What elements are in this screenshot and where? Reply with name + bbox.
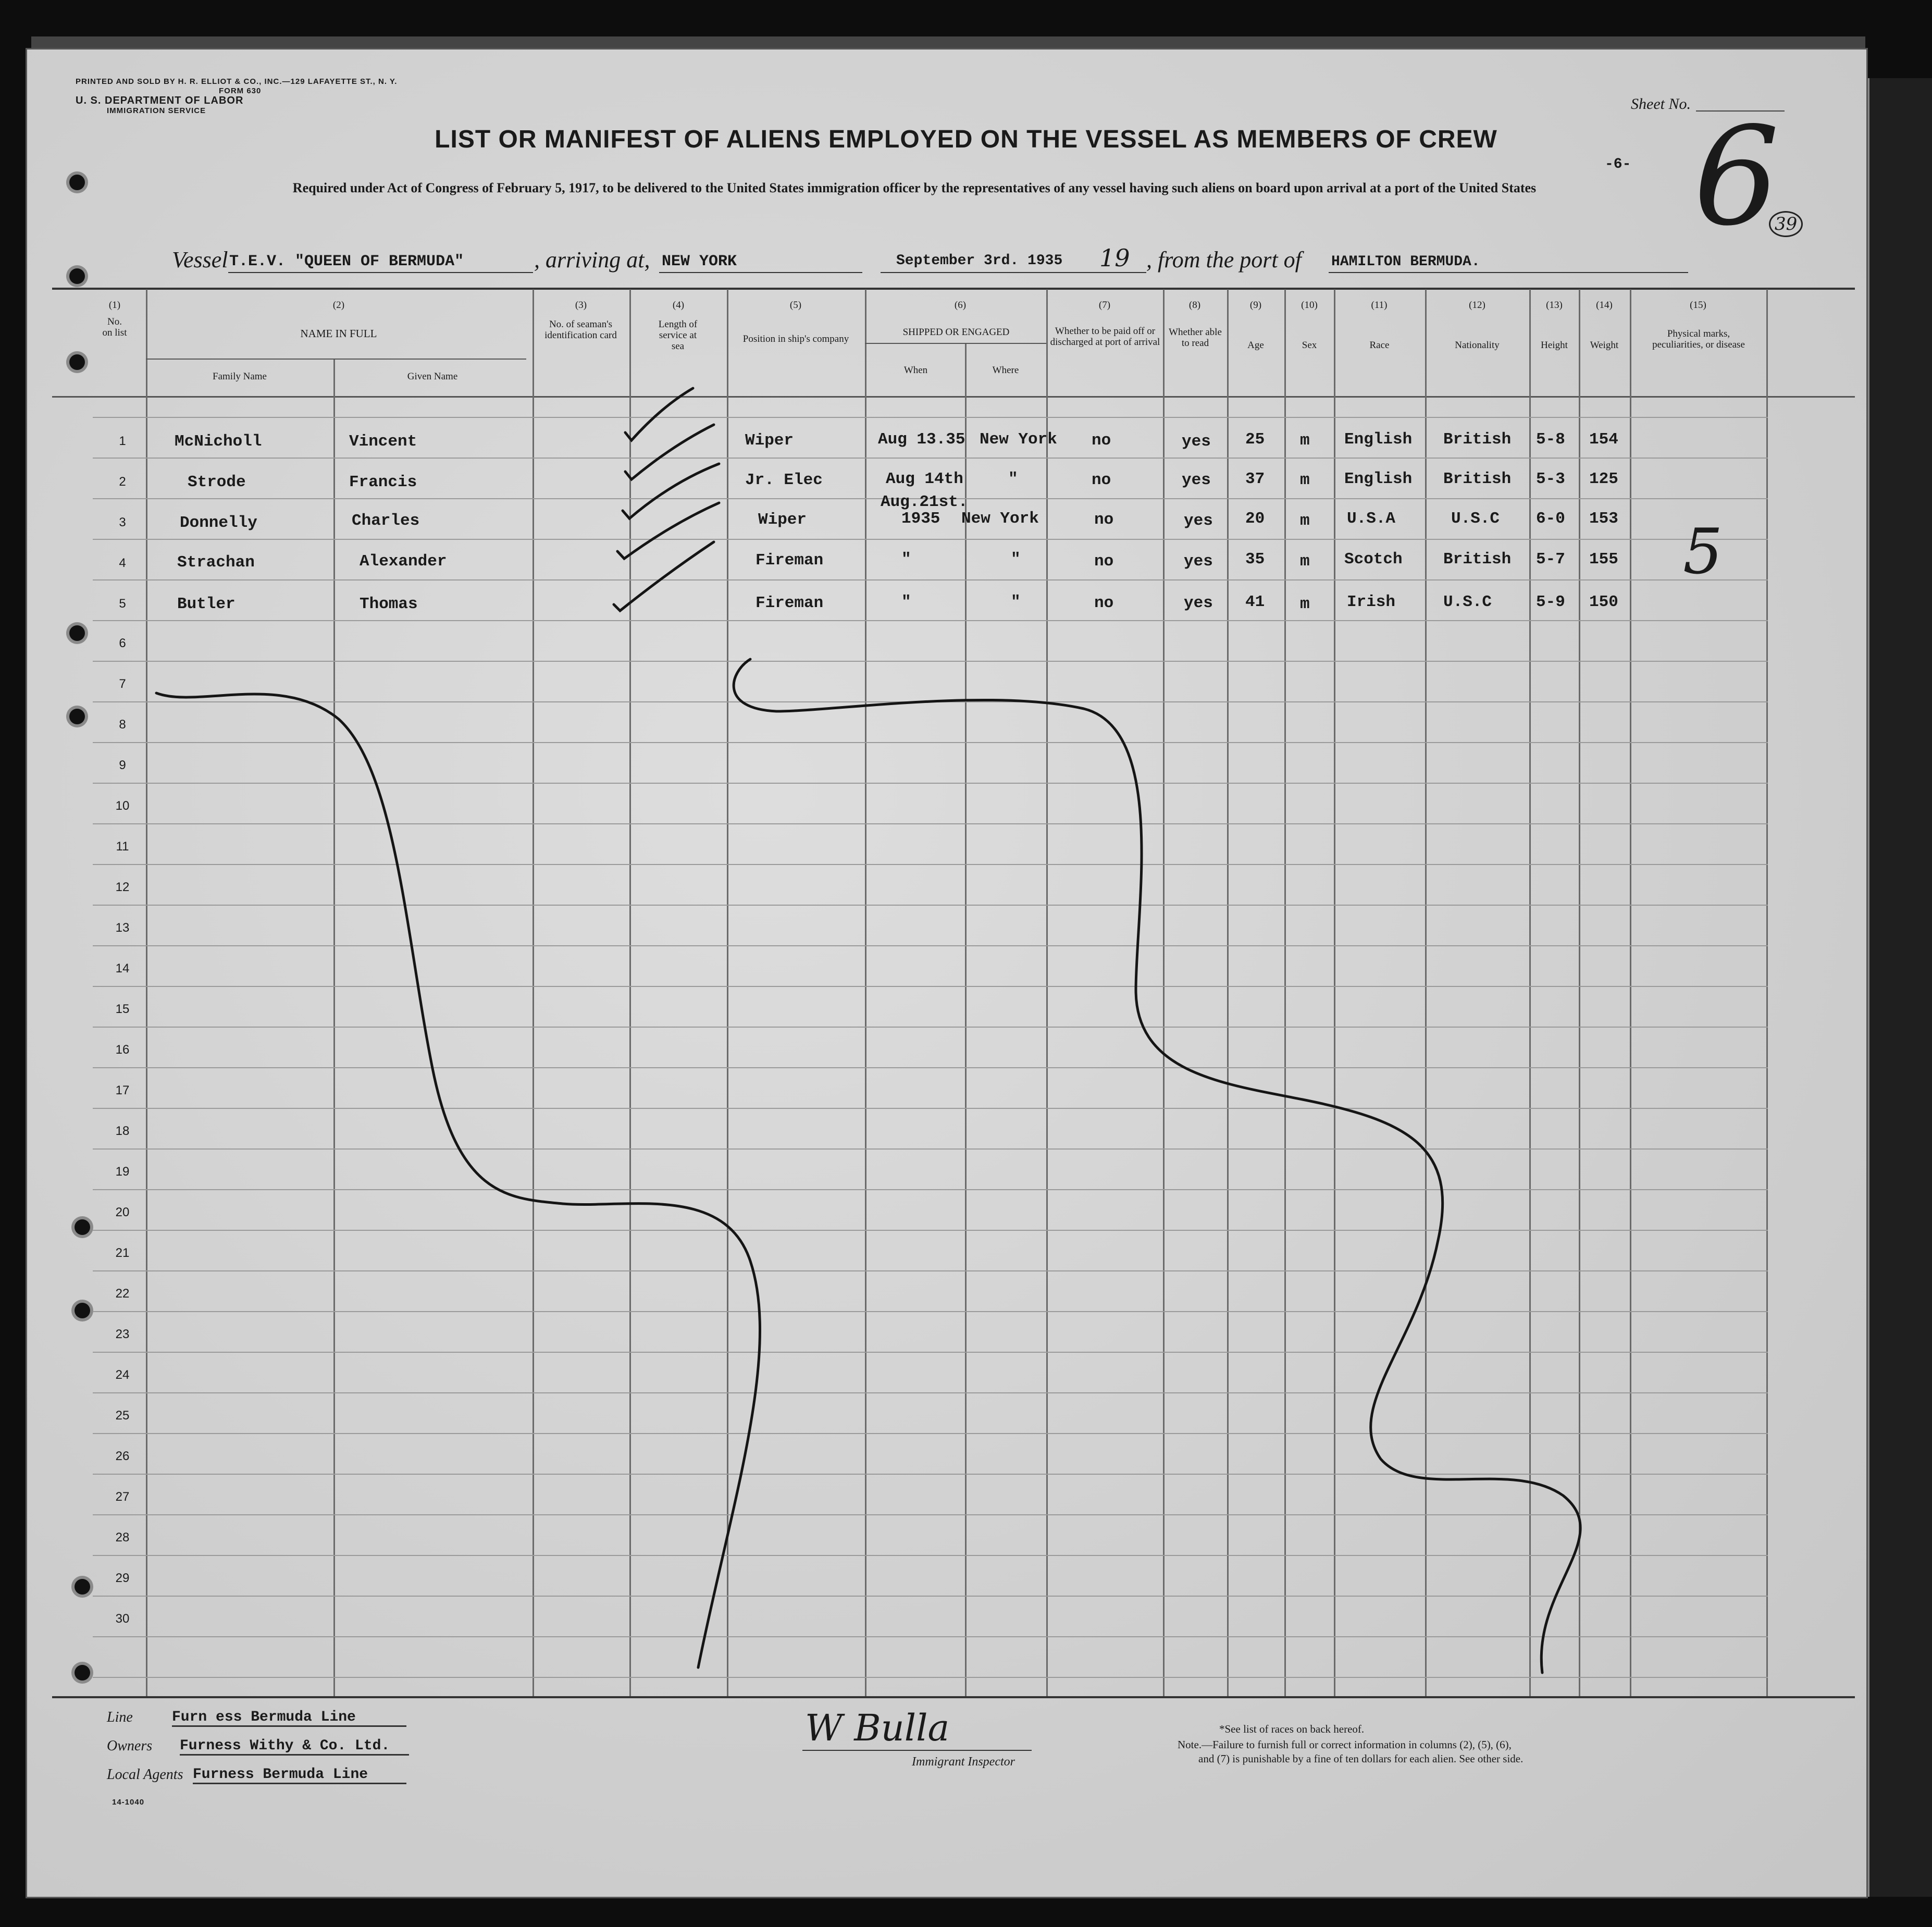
empty-row-number: 29: [115, 1571, 130, 1585]
col-num-14: (14): [1596, 300, 1613, 311]
col-num-1: (1): [108, 300, 121, 311]
col-num-15: (15): [1690, 300, 1706, 311]
sex: m: [1300, 431, 1310, 450]
shipped-when: ": [901, 550, 911, 569]
position: Fireman: [756, 594, 824, 612]
empty-row-number: 6: [119, 636, 126, 650]
race: U.S.A: [1347, 510, 1396, 528]
age: 35: [1245, 550, 1265, 569]
paid-off: no: [1092, 431, 1111, 450]
col-header-name: NAME IN FULL: [300, 327, 377, 340]
arriving-label: , arriving at,: [534, 247, 650, 273]
race: Irish: [1347, 593, 1396, 611]
empty-row-number: 9: [119, 758, 126, 772]
arriving-port: NEW YORK: [662, 253, 737, 270]
sheet-code: -6-: [1605, 156, 1631, 172]
empty-row-number: 22: [115, 1287, 130, 1301]
signature-line: [802, 1750, 1032, 1751]
empty-row-number: 21: [115, 1246, 130, 1260]
empty-row-number: 19: [115, 1165, 130, 1179]
check-mark: [614, 542, 714, 611]
col-header-read: Whether able to read: [1169, 327, 1222, 349]
from-port-label: , from the port of: [1146, 247, 1302, 273]
empty-row-number: 25: [115, 1409, 130, 1423]
height: 5-9: [1536, 593, 1565, 611]
nationality: U.S.C: [1443, 593, 1492, 611]
height: 5-3: [1536, 470, 1565, 488]
height: 6-0: [1536, 510, 1565, 528]
col-num-2: (2): [332, 300, 345, 311]
col-num-12: (12): [1469, 300, 1485, 311]
local-agents: Furness Bermuda Line: [193, 1767, 406, 1784]
row-number: 2: [119, 475, 126, 489]
penalty-note-1: Note.—Failure to furnish full or correct information in columns (2), (5), (6),: [1178, 1738, 1512, 1751]
given-name: Vincent: [349, 433, 417, 451]
empty-row-number: 23: [115, 1327, 130, 1341]
empty-row-number: 26: [115, 1449, 130, 1463]
handwritten-sheet-number: 6: [1693, 98, 1780, 256]
given-name: Alexander: [360, 552, 447, 571]
shipped-when: Aug.21st.: [881, 493, 968, 511]
sex: m: [1300, 552, 1310, 571]
race: English: [1344, 470, 1413, 488]
empty-row-number: 24: [115, 1368, 130, 1382]
col-header-family: Family Name: [213, 371, 267, 382]
handwritten-count: 5: [1683, 516, 1723, 588]
printer-line: PRINTED AND SOLD BY H. R. ELLIOT & CO., INC.—129 LAFAYETTE ST., N. Y.: [76, 77, 398, 86]
height: 5-7: [1536, 550, 1565, 569]
col-num-10: (10): [1301, 300, 1318, 311]
empty-row-number: 11: [116, 839, 129, 854]
col-header-marks: Physical marks, peculiarities, or disease: [1652, 328, 1745, 350]
position: Jr. Elec: [745, 471, 823, 489]
sheet-number-label: Sheet No.: [1631, 95, 1691, 113]
age: 41: [1245, 593, 1265, 611]
col-num-3: (3): [575, 300, 587, 311]
nationality: British: [1443, 470, 1512, 488]
empty-row-number: 10: [115, 799, 130, 813]
empty-row-number: 17: [115, 1083, 130, 1097]
able-to-read: yes: [1182, 471, 1211, 489]
shipped-where: ": [1011, 550, 1021, 569]
paid-off: no: [1092, 471, 1111, 489]
check-mark: [625, 388, 693, 440]
age: 25: [1245, 430, 1265, 449]
department: U. S. DEPARTMENT OF LABOR: [76, 95, 244, 106]
cancel-line-right: [734, 659, 1580, 1673]
empty-row-number: 8: [119, 718, 126, 732]
col-num-6: (6): [954, 300, 967, 311]
empty-row-number: 15: [115, 1002, 130, 1016]
shipped-where: New York: [961, 510, 1039, 528]
empty-row-number: 18: [115, 1124, 130, 1138]
position: Wiper: [745, 431, 794, 450]
col-num-7: (7): [1098, 300, 1111, 311]
shipped-where: New York: [980, 430, 1057, 449]
vessel-label: Vessel: [172, 247, 228, 273]
races-note: *See list of races on back hereof.: [1219, 1723, 1365, 1735]
family-name: Butler: [177, 595, 236, 613]
empty-row-number: 16: [115, 1043, 130, 1057]
page-subtitle: Required under Act of Congress of February 5, 1917, to be delivered to the United States immigration officer by the representatives of any vessel having such aliens on board upon arrival at a port of the United States: [292, 180, 1537, 195]
col-header-age: Age: [1247, 340, 1264, 351]
col-header-race: Race: [1369, 340, 1390, 351]
weight: 155: [1589, 550, 1618, 569]
paid-off: no: [1094, 511, 1114, 529]
col-header-position: Position in ship's company: [742, 333, 849, 344]
age: 20: [1245, 510, 1265, 528]
nationality: U.S.C: [1451, 510, 1500, 528]
family-name: McNicholl: [175, 433, 262, 451]
col-num-9: (9): [1249, 300, 1262, 311]
owners-label: Owners: [107, 1738, 153, 1754]
col-header-sex: Sex: [1302, 340, 1317, 351]
weight: 154: [1589, 430, 1618, 449]
col-header-when: When: [903, 365, 928, 376]
height: 5-8: [1536, 430, 1565, 449]
given-name: Thomas: [360, 595, 418, 613]
nationality: British: [1443, 550, 1512, 569]
able-to-read: yes: [1184, 594, 1213, 612]
col-header-no: No. on list: [102, 316, 127, 338]
family-name: Strachan: [177, 553, 255, 572]
given-name: Francis: [349, 473, 417, 491]
penalty-note-2: and (7) is punishable by a fine of ten dollars for each alien. See other side.: [1198, 1752, 1524, 1765]
row-number: 5: [119, 597, 126, 611]
form-line: FORM 630: [219, 87, 262, 95]
row-number: 3: [119, 515, 126, 529]
able-to-read: yes: [1184, 552, 1213, 571]
age: 37: [1245, 470, 1265, 488]
steamship-line: Furn ess Bermuda Line: [172, 1709, 406, 1727]
col-header-paid-off: Whether to be paid off or discharged at port of arrival: [1050, 326, 1160, 348]
cancel-line-left: [156, 693, 760, 1667]
inspector-label: Immigrant Inspector: [912, 1755, 1015, 1769]
col-header-service: Length of service at sea: [658, 319, 698, 352]
shipped-where: ": [1008, 470, 1018, 488]
shipped-when: ": [901, 593, 911, 611]
empty-row-number: 20: [115, 1205, 130, 1219]
able-to-read: yes: [1182, 433, 1211, 451]
page-title: LIST OR MANIFEST OF ALIENS EMPLOYED ON THE VESSEL AS MEMBERS OF CREW: [435, 126, 1497, 153]
nationality: British: [1443, 430, 1512, 449]
weight: 125: [1589, 470, 1618, 488]
col-num-4: (4): [672, 300, 685, 311]
empty-row-number: 30: [115, 1612, 130, 1626]
vessel-name: T.E.V. "QUEEN OF BERMUDA": [229, 253, 464, 270]
col-header-height: Height: [1541, 340, 1568, 351]
sex: m: [1300, 595, 1310, 613]
col-header-where: Where: [992, 365, 1019, 376]
row-number: 1: [119, 434, 126, 448]
shipped-when: Aug 14th: [886, 470, 963, 488]
position: Fireman: [756, 551, 824, 570]
shipped-where: ": [1011, 593, 1021, 611]
empty-row-number: 14: [115, 961, 130, 975]
weight: 153: [1589, 510, 1618, 528]
col-header-shipped: SHIPPED OR ENGAGED: [902, 327, 1010, 338]
col-num-8: (8): [1188, 300, 1201, 311]
race: English: [1344, 430, 1413, 449]
inspector-signature: W Bulla: [805, 1707, 950, 1749]
line-label: Line: [107, 1709, 133, 1725]
family-name: Strode: [188, 473, 246, 491]
local-agents-label: Local Agents: [107, 1767, 183, 1783]
weight: 150: [1589, 593, 1618, 611]
owners: Furness Withy & Co. Ltd.: [180, 1738, 409, 1756]
col-header-given: Given Name: [407, 371, 458, 382]
col-header-id-card: No. of seaman's identification card: [544, 319, 617, 341]
circled-number: 39: [1769, 211, 1803, 237]
empty-row-number: 27: [115, 1490, 130, 1504]
paid-off: no: [1094, 594, 1114, 612]
service: IMMIGRATION SERVICE: [107, 106, 206, 115]
race: Scotch: [1344, 550, 1403, 569]
able-to-read: yes: [1184, 512, 1213, 530]
sex: m: [1300, 512, 1310, 530]
col-header-weight: Weight: [1590, 340, 1619, 351]
col-num-13: (13): [1546, 300, 1563, 311]
position: Wiper: [758, 511, 807, 529]
col-header-nationality: Nationality: [1455, 340, 1500, 351]
given-name: Charles: [352, 512, 420, 530]
shipped-when: Aug 13.35: [878, 430, 965, 449]
row-number: 4: [119, 556, 126, 570]
paid-off: no: [1094, 552, 1114, 571]
shipped-when-year: 1935: [901, 510, 940, 528]
arrival-date-handwritten: 19: [1099, 244, 1130, 272]
form-code: 14-1040: [112, 1798, 145, 1807]
empty-row-number: 7: [119, 677, 126, 691]
empty-row-number: 12: [115, 880, 130, 894]
arrival-date: September 3rd. 1935: [896, 253, 1063, 269]
family-name: Donnelly: [180, 514, 257, 532]
sex: m: [1300, 471, 1310, 489]
from-port: HAMILTON BERMUDA.: [1331, 254, 1480, 270]
col-num-5: (5): [789, 300, 802, 311]
empty-row-number: 28: [115, 1530, 130, 1545]
empty-row-number: 13: [115, 921, 130, 935]
col-num-11: (11): [1371, 300, 1388, 311]
